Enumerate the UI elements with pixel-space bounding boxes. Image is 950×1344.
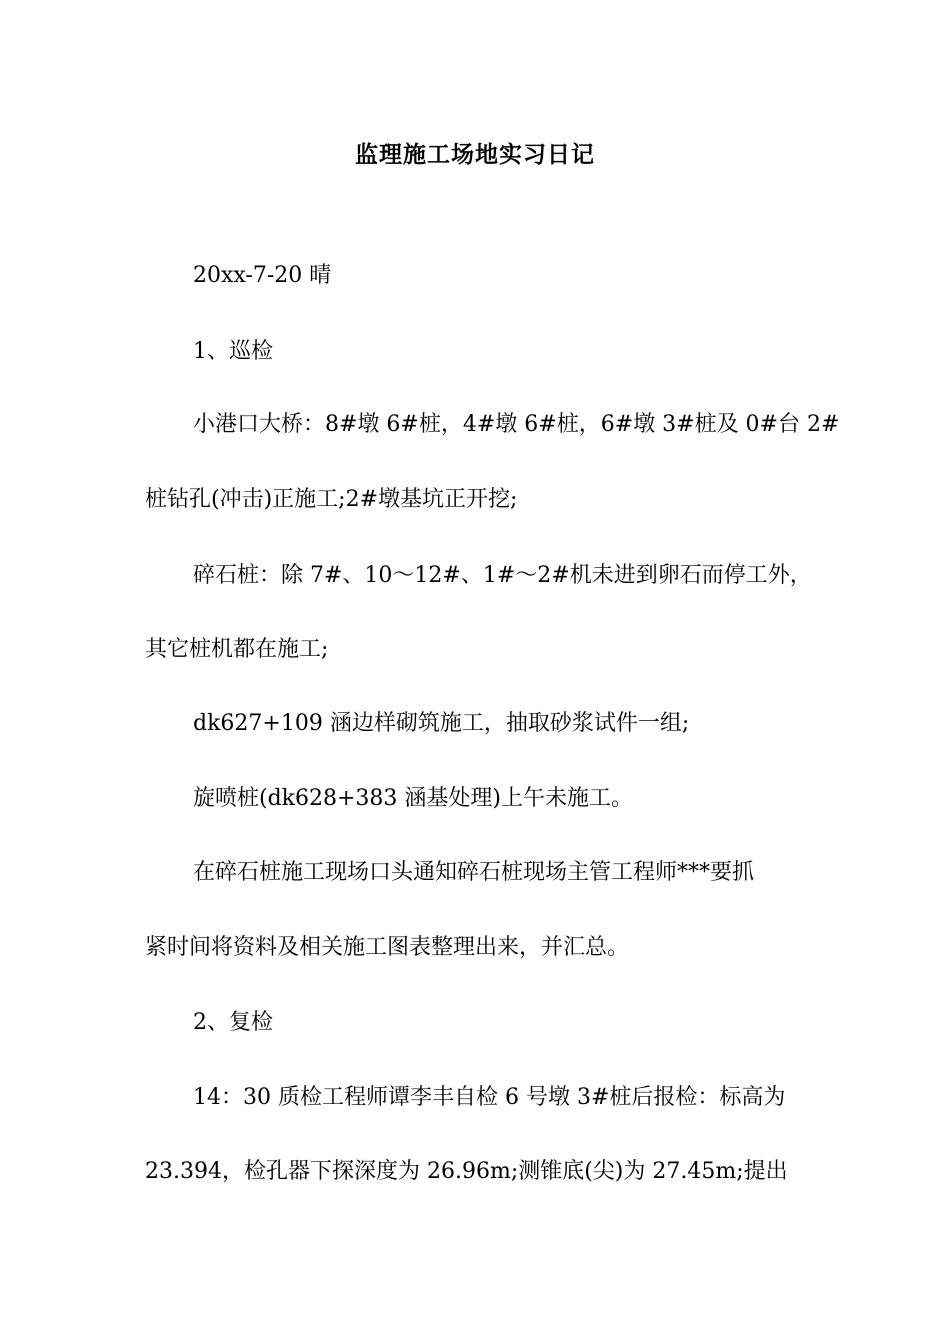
paragraph-line: 桩钻孔(冲击)正施工;2#墩基坑正开挖; [145, 487, 518, 512]
paragraph-line: dk627+109 涵边样砌筑施工，抽取砂浆试件一组; [193, 711, 690, 736]
paragraph-line: 旋喷桩(dk628+383 涵基处理)上午未施工。 [193, 786, 633, 811]
paragraph-line: 23.394，检孔器下探深度为 26.96m;测锥底(尖)为 27.45m;提出 [145, 1159, 788, 1184]
paragraph-line: 14：30 质检工程师谭李丰自检 6 号墩 3#桩后报检：标高为 [193, 1085, 786, 1110]
paragraph-line: 其它桩机都在施工; [145, 637, 329, 662]
paragraph-line: 在碎石桩施工现场口头通知碎石桩现场主管工程师***要抓 [193, 860, 755, 885]
section-heading-recheck: 2、复检 [193, 1010, 273, 1035]
paragraph-line: 小港口大桥：8#墩 6#桩，4#墩 6#桩，6#墩 3#桩及 0#台 2# [193, 412, 840, 437]
section-heading-inspection: 1、巡检 [193, 339, 273, 364]
date-weather-line: 20xx-7-20 晴 [193, 263, 332, 288]
paragraph-line: 紧时间将资料及相关施工图表整理出来，并汇总。 [145, 935, 630, 960]
paragraph-line: 碎石桩：除 7#、10～12#、1#～2#机未进到卵石而停工外， [193, 563, 812, 588]
document-title: 监理施工场地实习日记 [355, 142, 595, 168]
